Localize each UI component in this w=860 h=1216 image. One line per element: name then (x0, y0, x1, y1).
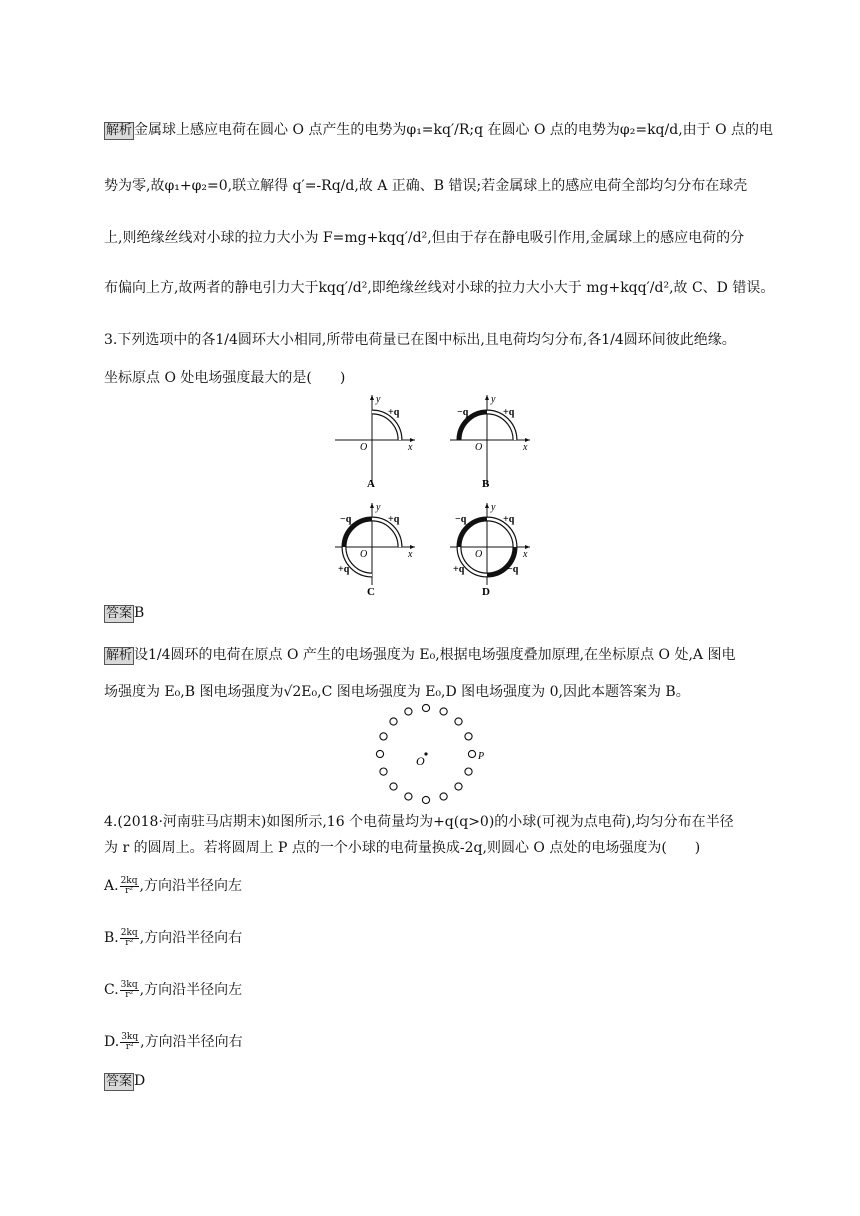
charge-ball (390, 718, 397, 725)
figure-a-label: A (367, 478, 375, 490)
charge-label: +q (503, 514, 515, 525)
analysis1-line3: 上,则绝缘丝线对小球的拉力大小为 F=mg+kqq′/d²,但由于存在静电吸引作用,金属球上的感应电荷的分 (104, 230, 745, 246)
charge-label: −q (340, 514, 352, 525)
charge-ball (455, 783, 462, 790)
charge-ball (465, 768, 472, 775)
x-axis-label: x (408, 442, 413, 453)
numerator: 3kq (120, 979, 138, 990)
q3-answer (104, 603, 754, 623)
option-text: ,方向沿半径向右 (140, 1034, 243, 1050)
option-label: C. (104, 982, 119, 998)
x-axis-label: x (523, 442, 528, 453)
numerator: 2kq (120, 875, 138, 886)
charge-ball (405, 793, 412, 800)
denominator: r² (125, 937, 134, 948)
charge-label: +q (453, 564, 465, 575)
analysis-text: 设1/4圆环的电荷在原点 O 产生的电场强度为 E₀,根据电场强度叠加原理,在坐标原点 O 处,A 图电 (134, 647, 736, 663)
numerator: 2kq (120, 927, 138, 938)
origin-label: O (475, 549, 483, 560)
denominator: r² (125, 989, 134, 1000)
q4-option-c (104, 980, 754, 1000)
q4-answer (104, 1071, 754, 1091)
charge-ball (465, 733, 472, 740)
charge-ball (422, 796, 429, 803)
y-axis-label: y (491, 394, 496, 405)
x-axis-label: x (408, 549, 413, 560)
denominator: r² (125, 1041, 134, 1052)
charge-label: −q (457, 407, 469, 418)
charge-label: −q (507, 564, 519, 575)
q4-option-d (104, 1032, 754, 1052)
option-text: ,方向沿半径向右 (139, 930, 243, 946)
q3-figure-a (330, 390, 420, 490)
charge-ball (455, 718, 462, 725)
charge-label: +q (503, 407, 515, 418)
origin-label: O (360, 549, 368, 560)
q3-analysis-line2: 场强度为 E₀,B 图电场强度为√2E₀,C 图电场强度为 E₀,D 图电场强度为 0,因此本题答案为 B。 (104, 684, 690, 700)
answer-tag: 答案 (106, 606, 133, 621)
q4-option-a (104, 876, 754, 896)
y-axis-label: y (491, 502, 496, 513)
option-label: A. (104, 878, 119, 894)
y-axis-label: y (376, 502, 381, 513)
option-label: B. (104, 930, 119, 946)
option-label: D. (104, 1034, 120, 1050)
charge-label: +q (338, 564, 350, 575)
charge-ball (422, 704, 429, 711)
q4-option-b (104, 928, 754, 948)
option-text: ,方向沿半径向左 (139, 982, 243, 998)
q3-analysis-line1 (104, 645, 754, 665)
q4-charge-ring-figure (360, 700, 500, 808)
center-dot (424, 752, 427, 755)
numerator: 3kq (121, 1031, 139, 1042)
center-label-O: O (416, 754, 425, 768)
q4-line2: 为 r 的圆周上。若将圆周上 P 点的一个小球的电荷量换成-2q,则圆心 O 点处的电场强度为( ) (104, 840, 701, 856)
charge-ball (390, 783, 397, 790)
q4-line1: 4.(2018·河南驻马店期末)如图所示,16 个电荷量均为+q(q>0)的小球(可视为点电荷),均匀分布在半径 (104, 814, 734, 830)
charge-ball (376, 750, 383, 757)
charge-ball (440, 708, 447, 715)
origin-label: O (360, 442, 368, 453)
analysis-tag: 解析 (106, 123, 133, 138)
figure-d-label: D (482, 586, 490, 598)
q3-figure-c (330, 500, 420, 600)
x-axis-label: x (523, 549, 528, 560)
charge-ball (440, 793, 447, 800)
charge-ball (380, 768, 387, 775)
figure-b-label: B (482, 478, 490, 490)
denominator: r² (125, 885, 133, 896)
answer-value: D (134, 1073, 146, 1089)
answer-value: B (134, 605, 145, 621)
q3-line1: 3.下列选项中的各1/4圆环大小相同,所带电荷量已在图中标出,且电荷均匀分布,各1/4圆环间彼此绝缘。 (104, 332, 736, 348)
option-fraction (120, 981, 139, 1000)
option-fraction (120, 877, 139, 896)
charge-label: −q (455, 514, 467, 525)
q3-figure-d (445, 500, 535, 600)
analysis1-line4: 布偏向上方,故两者的静电引力大于kqq′/d²,即绝缘丝线对小球的拉力大小大于 mg+kqq′/d²,故 C、D 错误。 (104, 280, 775, 296)
origin-label: O (475, 442, 483, 453)
charge-ball (380, 733, 387, 740)
analysis-tag: 解析 (106, 648, 133, 663)
q3-figure-b (445, 390, 535, 490)
charge-ball (405, 708, 412, 715)
analysis1-line2: 势为零,故φ₁+φ₂=0,联立解得 q′=-Rq/d,故 A 正确、B 错误;若金属球上的感应电荷全部均匀分布在球壳 (104, 178, 748, 194)
y-axis-label: y (376, 394, 381, 405)
option-text: ,方向沿半径向左 (139, 878, 242, 894)
q3-line2: 坐标原点 O 处电场强度最大的是( ) (104, 370, 346, 386)
analysis1-text: 金属球上感应电荷在圆心 O 点产生的电势为φ₁=kq′/R;q 在圆心 O 点的电势为φ₂=kq/d,由于 O 点的电 (134, 122, 774, 138)
charge-label: +q (388, 514, 400, 525)
answer-tag: 答案 (106, 1074, 133, 1089)
analysis1-line1 (104, 120, 774, 140)
point-label-P: P (478, 751, 485, 762)
charge-label: +q (388, 407, 400, 418)
figure-c-label: C (367, 586, 375, 598)
option-fraction (120, 1033, 139, 1052)
option-fraction (120, 929, 139, 948)
charge-ball (468, 750, 475, 757)
